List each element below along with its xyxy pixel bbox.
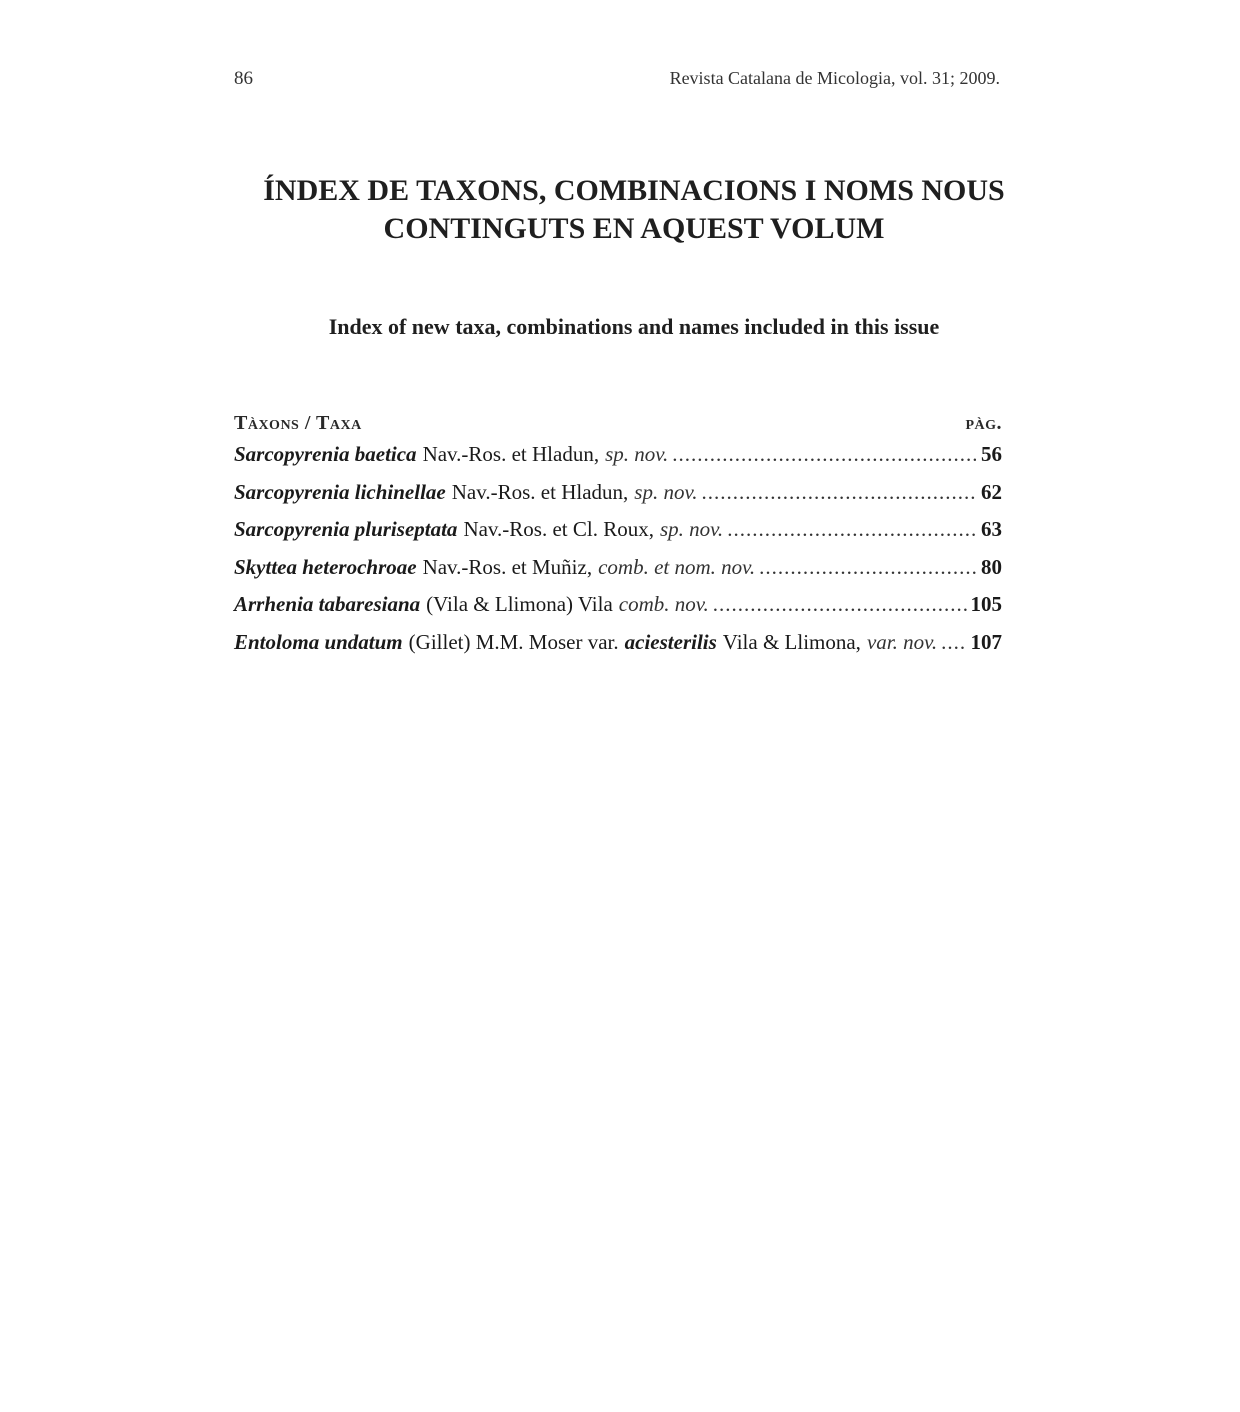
taxon-status: var. nov.	[866, 629, 938, 654]
column-header-page: pàg.	[965, 412, 1002, 434]
taxon-authors: Nav.-Ros. et Hladun,	[451, 479, 629, 504]
index-entry	[234, 592, 1002, 630]
index-header	[234, 412, 1002, 442]
taxon-status: sp. nov.	[634, 479, 698, 504]
dot-leader	[713, 592, 967, 617]
dot-leader	[672, 442, 976, 467]
page-title-line-2: CONTINGUTS EN AQUEST VOLUM	[383, 212, 885, 245]
taxon-name: Sarcopyrenia baetica	[234, 442, 417, 466]
taxon-status: sp. nov.	[605, 442, 669, 466]
taxon-authors: (Vila & Llimona) Vila	[426, 592, 613, 617]
variety-authors: Vila & Llimona,	[722, 629, 861, 654]
index-entry	[234, 630, 1002, 668]
dot-leader	[941, 630, 966, 655]
taxon-name: Skyttea heterochroae	[234, 554, 417, 579]
index-entry	[234, 480, 1002, 518]
taxon-name: Sarcopyrenia pluriseptata	[234, 517, 458, 542]
page-reference: 107	[970, 629, 1002, 654]
index-entry	[234, 442, 1002, 480]
page-reference: 105	[970, 592, 1002, 617]
page-subtitle: Index of new taxa, combinations and names included in this issue	[328, 314, 940, 339]
taxa-index	[234, 412, 1002, 668]
column-header-taxa: Tàxons / Taxa	[234, 412, 362, 434]
page-reference: 56	[981, 442, 1002, 466]
taxon-authors: Nav.-Ros. et Hladun,	[422, 442, 600, 466]
page-title-line-1: ÍNDEX DE TAXONS, COMBINACIONS I NOMS NOUS	[263, 174, 1005, 207]
dot-leader	[727, 517, 976, 542]
index-entry	[234, 517, 1002, 555]
page-title	[234, 172, 1034, 248]
taxon-authors: (Gillet) M.M. Moser var.	[408, 629, 619, 654]
taxon-status: comb. nov.	[618, 592, 709, 617]
taxon-name: Arrhenia tabaresiana	[234, 592, 421, 617]
journal-reference: Revista Catalana de Micologia, vol. 31; 2009.	[669, 68, 1000, 88]
running-head	[234, 68, 1000, 92]
taxon-status: sp. nov.	[660, 517, 724, 542]
page-number: 86	[234, 68, 253, 89]
index-entry	[234, 555, 1002, 593]
page-reference: 80	[981, 554, 1002, 579]
dot-leader	[759, 555, 976, 580]
taxon-authors: Nav.-Ros. et Muñiz,	[422, 554, 593, 579]
taxon-status: comb. et nom. nov.	[598, 554, 756, 579]
page-reference: 63	[981, 517, 1002, 542]
dot-leader	[701, 480, 976, 505]
taxon-name: Sarcopyrenia lichinellae	[234, 479, 446, 504]
page-reference: 62	[981, 479, 1002, 504]
taxon-authors: Nav.-Ros. et Cl. Roux,	[463, 517, 654, 542]
taxon-name: Entoloma undatum	[234, 629, 403, 654]
taxon-variety: aciesterilis	[624, 629, 717, 654]
